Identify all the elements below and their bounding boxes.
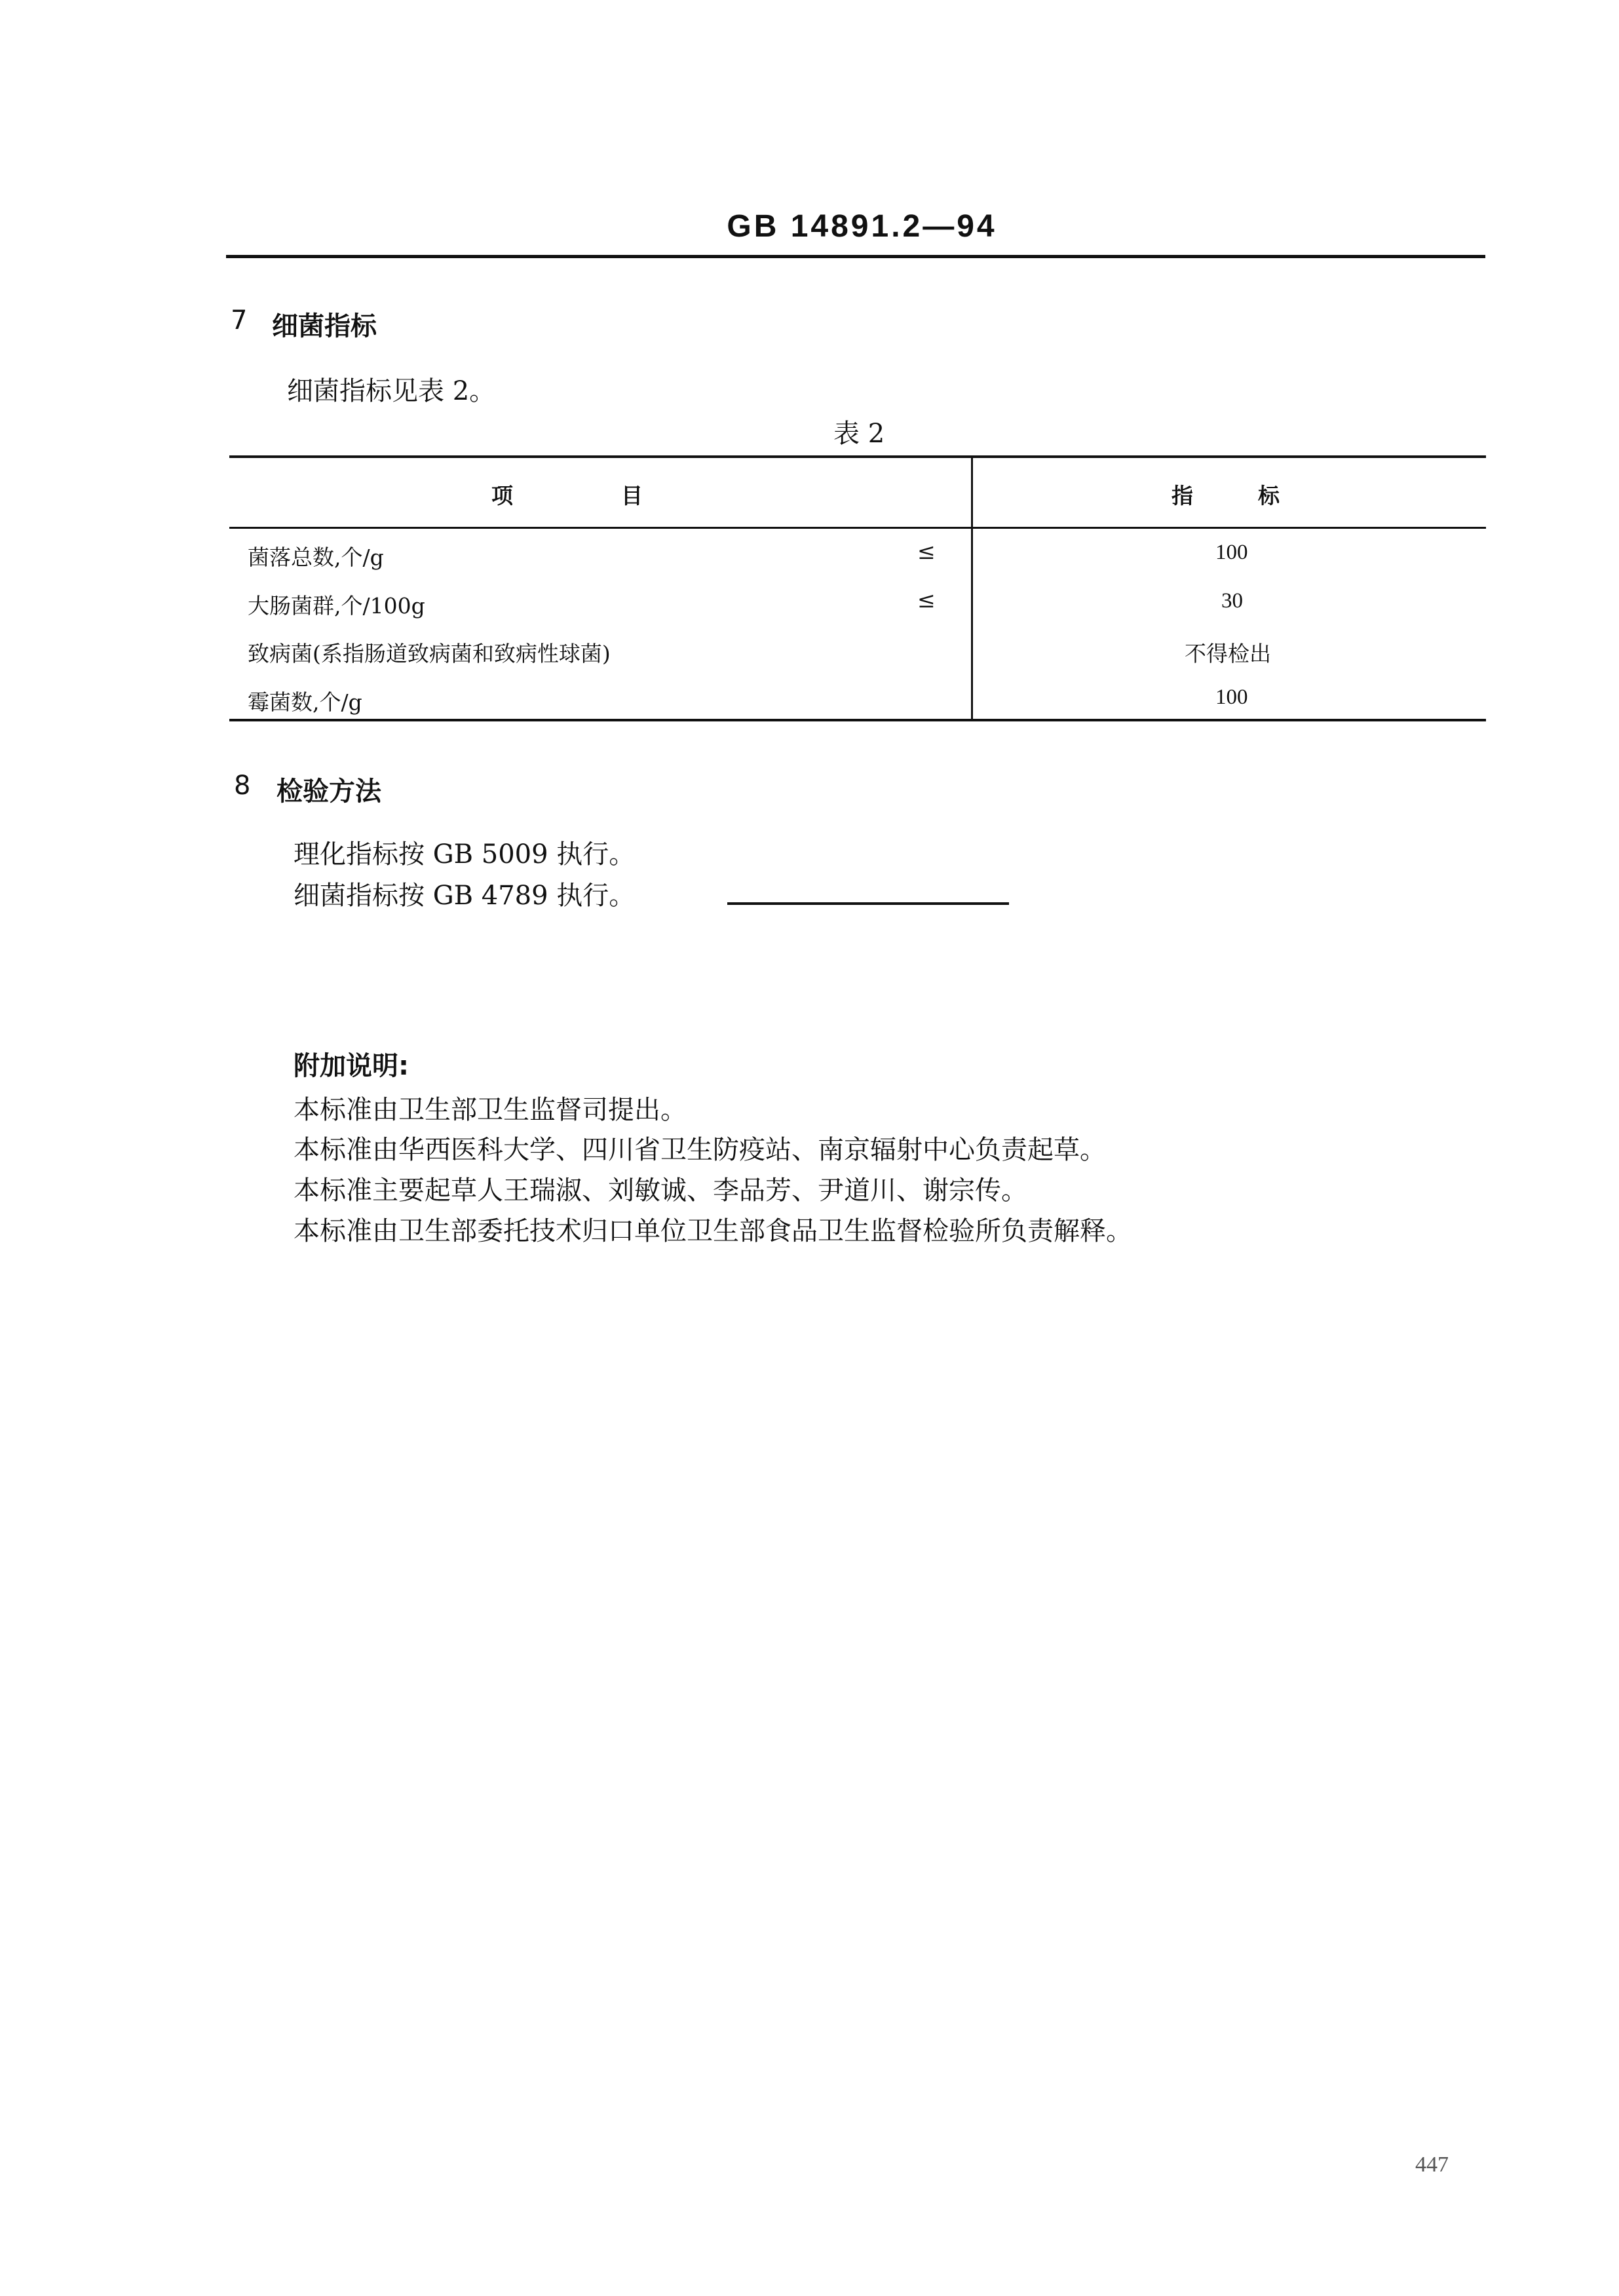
header-rule	[226, 255, 1485, 258]
section-7-title: 细菌指标	[272, 311, 377, 341]
section-7-text: 细菌指标见表 2。	[287, 376, 496, 406]
notes-title: 附加说明:	[294, 1051, 409, 1081]
notes-line: 本标准由华西医科大学、四川省卫生防疫站、南京辐射中心负责起草。	[294, 1135, 1106, 1165]
section-8-title: 检验方法	[276, 776, 381, 807]
table-column-divider	[971, 457, 973, 720]
row-operator: ≤	[917, 587, 936, 613]
standard-number-header: GB 14891.2—94	[727, 209, 997, 244]
notes-line: 本标准由卫生部卫生监督司提出。	[294, 1095, 687, 1125]
row-operator: ≤	[917, 539, 936, 564]
table-header-item: 项 目	[491, 483, 643, 508]
section-7-number: 7	[231, 305, 248, 335]
row-item: 霉菌数,个/g	[248, 689, 362, 715]
row-item: 致病菌(系指肠道致病菌和致病性球菌)	[248, 641, 611, 666]
section-8-number: 8	[234, 771, 251, 801]
page-number: 447	[1415, 2152, 1449, 2177]
section-8-line: 理化指标按 GB 5009 执行。	[294, 839, 636, 870]
table-header-rule	[229, 527, 1486, 529]
table-caption: 表 2	[833, 419, 885, 449]
row-value: 30	[1221, 589, 1243, 613]
table-bottom-rule	[229, 719, 1486, 721]
notes-line: 本标准由卫生部委托技术归口单位卫生部食品卫生监督检验所负责解释。	[294, 1216, 1132, 1246]
end-rule	[727, 902, 1009, 905]
row-value: 不得检出	[1185, 641, 1271, 666]
section-8-line: 细菌指标按 GB 4789 执行。	[294, 881, 636, 911]
notes-line: 本标准主要起草人王瑞淑、刘敏诚、李品芳、尹道川、谢宗传。	[294, 1176, 1027, 1206]
row-item: 大肠菌群,个/100g	[248, 593, 425, 619]
row-value: 100	[1215, 541, 1248, 564]
row-value: 100	[1215, 685, 1248, 709]
row-item: 菌落总数,个/g	[248, 545, 384, 570]
table-top-rule	[229, 455, 1486, 458]
table-header-value: 指 标	[1171, 483, 1280, 508]
